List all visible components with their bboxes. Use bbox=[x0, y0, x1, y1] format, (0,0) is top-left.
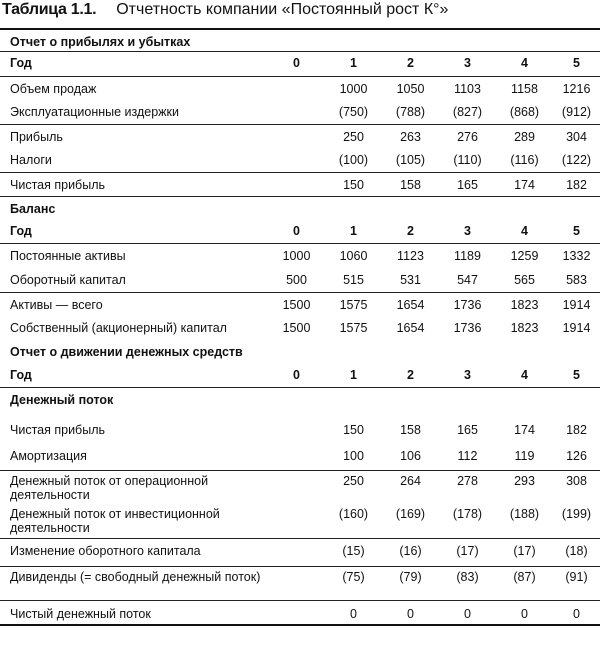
cell-year-3: 547 bbox=[457, 273, 478, 287]
table-caption bbox=[0, 0, 600, 24]
cell-year-5: (912) bbox=[561, 105, 592, 119]
cell-year-1: 1060 bbox=[339, 249, 368, 263]
table-row bbox=[0, 76, 600, 100]
cell-year-0: 1500 bbox=[282, 321, 311, 335]
cell-year-1: (100) bbox=[338, 153, 369, 167]
row-label: Денежный поток от операционной деятельности bbox=[10, 474, 209, 502]
row-label: Прибыль bbox=[10, 130, 63, 144]
cell-year-0: 0 bbox=[293, 224, 300, 238]
cell-year-1: 150 bbox=[343, 423, 364, 437]
row-label: Изменение оборотного капитала bbox=[10, 544, 201, 558]
table-row bbox=[0, 442, 600, 470]
cell-year-3: 165 bbox=[457, 178, 478, 192]
cell-year-4: 565 bbox=[514, 273, 535, 287]
cell-year-1: 1575 bbox=[339, 298, 368, 312]
cell-year-4: 174 bbox=[514, 178, 535, 192]
cell-year-2: 2 bbox=[407, 368, 414, 382]
table-row bbox=[0, 340, 600, 364]
cell-year-5: 308 bbox=[566, 474, 587, 488]
cell-year-4: 289 bbox=[514, 130, 535, 144]
table-row bbox=[0, 244, 600, 268]
cell-year-5: (18) bbox=[565, 544, 588, 558]
row-label: Денежный поток bbox=[10, 393, 114, 407]
table-number: Таблица 1.1. bbox=[2, 1, 97, 18]
cell-year-2: 2 bbox=[407, 56, 414, 70]
cell-year-3: 165 bbox=[457, 423, 478, 437]
table-row bbox=[0, 148, 600, 172]
table-row bbox=[0, 196, 600, 220]
cell-year-5: 304 bbox=[566, 130, 587, 144]
cell-year-4: 174 bbox=[514, 423, 535, 437]
cell-year-1: (750) bbox=[338, 105, 369, 119]
cell-year-3: 3 bbox=[464, 368, 471, 382]
cell-year-5: (91) bbox=[565, 570, 588, 584]
row-label: Баланс bbox=[10, 202, 56, 216]
cell-year-4: 4 bbox=[521, 368, 528, 382]
cell-year-3: 276 bbox=[457, 130, 478, 144]
cell-year-5: 1216 bbox=[562, 82, 591, 96]
row-label: Собственный (акционерный) капитал bbox=[10, 321, 227, 335]
cell-year-2: (169) bbox=[395, 507, 426, 521]
cell-year-1: (15) bbox=[342, 544, 365, 558]
cell-year-4: 4 bbox=[521, 56, 528, 70]
row-label: Отчет о прибылях и убытках bbox=[10, 35, 191, 49]
cell-year-5: 5 bbox=[573, 224, 580, 238]
cell-year-2: 1654 bbox=[396, 321, 425, 335]
cell-year-1: 250 bbox=[343, 474, 364, 488]
cell-year-4: (17) bbox=[513, 544, 536, 558]
cell-year-3: (110) bbox=[453, 153, 482, 167]
cell-year-3: 3 bbox=[464, 56, 471, 70]
cell-year-1: 0 bbox=[350, 607, 357, 621]
table-row bbox=[0, 52, 600, 76]
row-label: Чистый денежный поток bbox=[10, 607, 151, 621]
table-title: Отчетность компании «Постоянный рост К°» bbox=[116, 1, 449, 18]
cell-year-5: 1332 bbox=[562, 249, 591, 263]
row-label: Амортизация bbox=[10, 449, 87, 463]
cell-year-4: 1158 bbox=[511, 82, 538, 96]
cell-year-3: (83) bbox=[456, 570, 479, 584]
table-row bbox=[0, 470, 600, 504]
cell-year-5: 182 bbox=[566, 423, 587, 437]
row-label: Эксплуатационные издержки bbox=[10, 105, 179, 119]
cell-year-5: 182 bbox=[566, 178, 587, 192]
row-label: Год bbox=[10, 368, 32, 382]
cell-year-4: (868) bbox=[509, 105, 540, 119]
cell-year-5: (122) bbox=[561, 153, 592, 167]
cell-year-0: 0 bbox=[293, 368, 300, 382]
cell-year-1: (75) bbox=[342, 570, 365, 584]
cell-year-5: 5 bbox=[573, 368, 580, 382]
cell-year-2: 158 bbox=[400, 178, 421, 192]
table-row bbox=[0, 364, 600, 388]
financial-table bbox=[0, 28, 600, 626]
cell-year-4: 0 bbox=[521, 607, 528, 621]
cell-year-1: 1000 bbox=[339, 82, 368, 96]
cell-year-2: 264 bbox=[400, 474, 421, 488]
cell-year-2: (105) bbox=[395, 153, 426, 167]
cell-year-2: 2 bbox=[407, 224, 414, 238]
cell-year-4: 293 bbox=[514, 474, 535, 488]
cell-year-2: (16) bbox=[399, 544, 422, 558]
cell-year-3: 112 bbox=[457, 449, 478, 463]
cell-year-1: 1575 bbox=[339, 321, 368, 335]
cell-year-2: 0 bbox=[407, 607, 414, 621]
cell-year-5: 1914 bbox=[562, 298, 591, 312]
table-row bbox=[0, 600, 600, 626]
cell-year-2: (79) bbox=[399, 570, 422, 584]
cell-year-3: (178) bbox=[452, 507, 483, 521]
table-row bbox=[0, 566, 600, 600]
row-label: Год bbox=[10, 56, 32, 70]
table-row bbox=[0, 316, 600, 340]
row-label: Дивиденды (= свободный денежный поток) bbox=[10, 570, 261, 584]
table-row bbox=[0, 220, 600, 244]
cell-year-3: 3 bbox=[464, 224, 471, 238]
cell-year-3: 1736 bbox=[453, 298, 482, 312]
cell-year-4: 4 bbox=[521, 224, 528, 238]
cell-year-3: 278 bbox=[457, 474, 478, 488]
cell-year-1: 250 bbox=[343, 130, 364, 144]
cell-year-2: (788) bbox=[395, 105, 426, 119]
table-row bbox=[0, 268, 600, 292]
cell-year-5: 5 bbox=[573, 56, 580, 70]
row-label: Год bbox=[10, 224, 32, 238]
cell-year-2: 158 bbox=[400, 423, 421, 437]
cell-year-1: (160) bbox=[338, 507, 369, 521]
cell-year-4: (116) bbox=[510, 153, 539, 167]
cell-year-2: 1654 bbox=[396, 298, 425, 312]
row-label: Отчет о движении денежных средств bbox=[10, 345, 243, 359]
cell-year-1: 150 bbox=[343, 178, 364, 192]
cell-year-4: (188) bbox=[509, 507, 540, 521]
row-label: Постоянные активы bbox=[10, 249, 126, 263]
cell-year-0: 0 bbox=[293, 56, 300, 70]
table-row bbox=[0, 172, 600, 196]
cell-year-1: 1 bbox=[350, 56, 357, 70]
cell-year-2: 1123 bbox=[397, 249, 424, 263]
cell-year-3: (17) bbox=[456, 544, 479, 558]
cell-year-3: 1103 bbox=[454, 82, 481, 96]
row-label: Объем продаж bbox=[10, 82, 97, 96]
cell-year-2: 1050 bbox=[396, 82, 425, 96]
cell-year-3: 0 bbox=[464, 607, 471, 621]
row-label: Денежный поток от инвестиционной деятельности bbox=[10, 507, 220, 535]
cell-year-1: 515 bbox=[343, 273, 364, 287]
cell-year-3: 1189 bbox=[454, 249, 481, 263]
cell-year-5: 583 bbox=[566, 273, 587, 287]
row-label: Чистая прибыль bbox=[10, 423, 105, 437]
cell-year-2: 106 bbox=[400, 449, 421, 463]
cell-year-3: 1736 bbox=[453, 321, 482, 335]
table-row bbox=[0, 504, 600, 538]
cell-year-5: 126 bbox=[566, 449, 587, 463]
cell-year-0: 1500 bbox=[282, 298, 311, 312]
cell-year-4: (87) bbox=[513, 570, 536, 584]
cell-year-0: 500 bbox=[286, 273, 307, 287]
cell-year-1: 100 bbox=[343, 449, 364, 463]
cell-year-1: 1 bbox=[350, 224, 357, 238]
cell-year-4: 1823 bbox=[510, 298, 539, 312]
cell-year-2: 263 bbox=[400, 130, 421, 144]
table-row bbox=[0, 538, 600, 566]
table-row bbox=[0, 388, 600, 414]
row-label: Налоги bbox=[10, 153, 52, 167]
row-label: Оборотный капитал bbox=[10, 273, 126, 287]
cell-year-5: 1914 bbox=[562, 321, 591, 335]
cell-year-4: 1823 bbox=[510, 321, 539, 335]
table-row bbox=[0, 28, 600, 52]
table-row bbox=[0, 100, 600, 124]
cell-year-3: (827) bbox=[452, 105, 483, 119]
cell-year-0: 1000 bbox=[282, 249, 311, 263]
row-label: Чистая прибыль bbox=[10, 178, 105, 192]
cell-year-5: (199) bbox=[561, 507, 592, 521]
cell-year-4: 119 bbox=[514, 449, 535, 463]
table-row bbox=[0, 292, 600, 316]
table-row bbox=[0, 124, 600, 148]
row-label: Активы — всего bbox=[10, 298, 103, 312]
cell-year-2: 531 bbox=[400, 273, 421, 287]
cell-year-1: 1 bbox=[350, 368, 357, 382]
table-row bbox=[0, 414, 600, 442]
cell-year-4: 1259 bbox=[510, 249, 539, 263]
cell-year-5: 0 bbox=[573, 607, 580, 621]
